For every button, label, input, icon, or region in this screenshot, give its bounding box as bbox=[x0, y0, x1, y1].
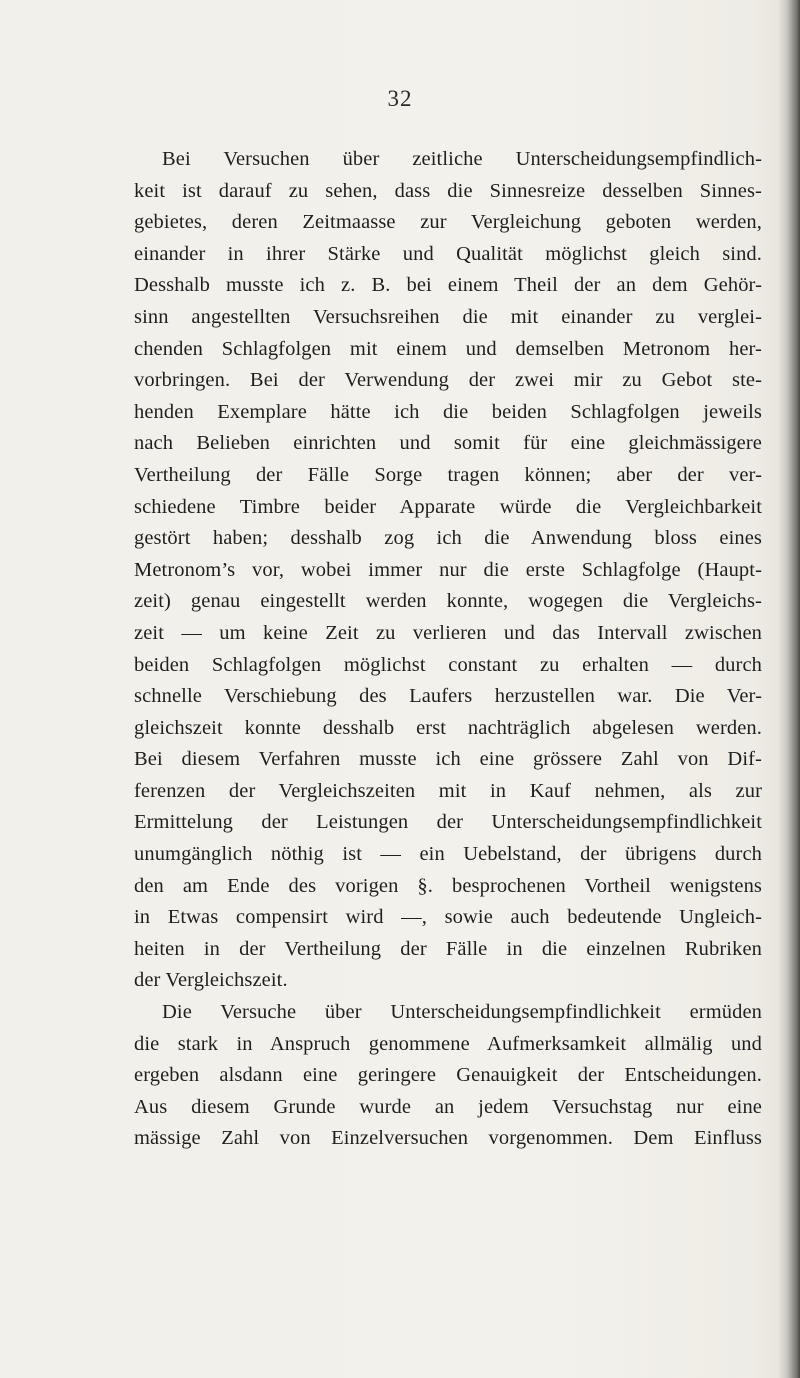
text-line: beiden Schlagfolgen möglichst constant zu erhalten — durch bbox=[134, 653, 762, 676]
text-line: heiten in der Vertheilung der Fälle in die einzelnen Rubriken bbox=[134, 937, 762, 960]
text-line: der Vergleichszeit. bbox=[134, 969, 288, 992]
text-line: chenden Schlagfolgen mit einem und demselben Metronom her- bbox=[134, 337, 762, 360]
paragraph-2 bbox=[134, 997, 762, 1155]
text-line: Ermittelung der Leistungen der Unterscheidungsempfindlichkeit bbox=[134, 811, 762, 834]
text-line: zeit) genau eingestellt werden konnte, wogegen die Vergleichs- bbox=[134, 590, 762, 613]
page-edge-shadow bbox=[778, 0, 800, 1378]
text-line: den am Ende des vorigen §. besprochenen Vortheil wenigstens bbox=[134, 874, 762, 897]
text-line: zeit — um keine Zeit zu verlieren und das Intervall zwischen bbox=[134, 621, 762, 644]
text-line: keit ist darauf zu sehen, dass die Sinnesreize desselben Sinnes- bbox=[134, 179, 762, 202]
paragraph-1 bbox=[134, 144, 762, 997]
text-line: Bei diesem Verfahren musste ich eine grössere Zahl von Dif- bbox=[134, 748, 762, 771]
body-text bbox=[134, 144, 762, 1155]
text-line: die stark in Anspruch genommene Aufmerksamkeit allmälig und bbox=[134, 1032, 762, 1055]
text-line: Bei Versuchen über zeitliche Unterscheidungsempfindlich- bbox=[162, 148, 762, 170]
text-line: henden Exemplare hätte ich die beiden Schlagfolgen jeweils bbox=[134, 400, 762, 423]
text-line: Vertheilung der Fälle Sorge tragen können; aber der ver- bbox=[134, 463, 762, 486]
text-line: nach Belieben einrichten und somit für eine gleichmässigere bbox=[134, 432, 762, 455]
text-line: in Etwas compensirt wird —, sowie auch bedeutende Ungleich- bbox=[134, 906, 762, 929]
text-line: Aus diesem Grunde wurde an jedem Versuchstag nur eine bbox=[134, 1095, 762, 1118]
text-line: schiedene Timbre beider Apparate würde die Vergleichbarkeit bbox=[134, 495, 762, 518]
text-line: einander in ihrer Stärke und Qualität möglichst gleich sind. bbox=[134, 242, 762, 265]
page-number: 32 bbox=[387, 86, 413, 111]
text-line: unumgänglich nöthig ist — ein Uebelstand, der übrigens durch bbox=[134, 843, 762, 866]
text-line: Metronom’s vor, wobei immer nur die erste Schlagfolge (Haupt- bbox=[134, 558, 762, 581]
text-line: gestört haben; desshalb zog ich die Anwendung bloss eines bbox=[134, 527, 762, 550]
text-line: schnelle Verschiebung des Laufers herzustellen war. Die Ver- bbox=[134, 685, 762, 708]
text-line: Desshalb musste ich z. B. bei einem Theil der an dem Gehör- bbox=[134, 274, 762, 297]
text-line: ferenzen der Vergleichszeiten mit in Kauf nehmen, als zur bbox=[134, 779, 762, 802]
text-line: vorbringen. Bei der Verwendung der zwei mir zu Gebot ste- bbox=[134, 369, 762, 392]
text-line: gebietes, deren Zeitmaasse zur Vergleichung geboten werden, bbox=[134, 211, 762, 234]
text-line: Die Versuche über Unterscheidungsempfindlichkeit ermüden bbox=[162, 1001, 762, 1024]
text-line: gleichszeit konnte desshalb erst nachträglich abgelesen werden. bbox=[134, 716, 762, 739]
text-line: sinn angestellten Versuchsreihen die mit einander zu verglei- bbox=[134, 305, 762, 328]
text-line: mässige Zahl von Einzelversuchen vorgenommen. Dem Einfluss bbox=[134, 1127, 762, 1150]
text-line: ergeben alsdann eine geringere Genauigkeit der Entscheidungen. bbox=[134, 1064, 762, 1087]
